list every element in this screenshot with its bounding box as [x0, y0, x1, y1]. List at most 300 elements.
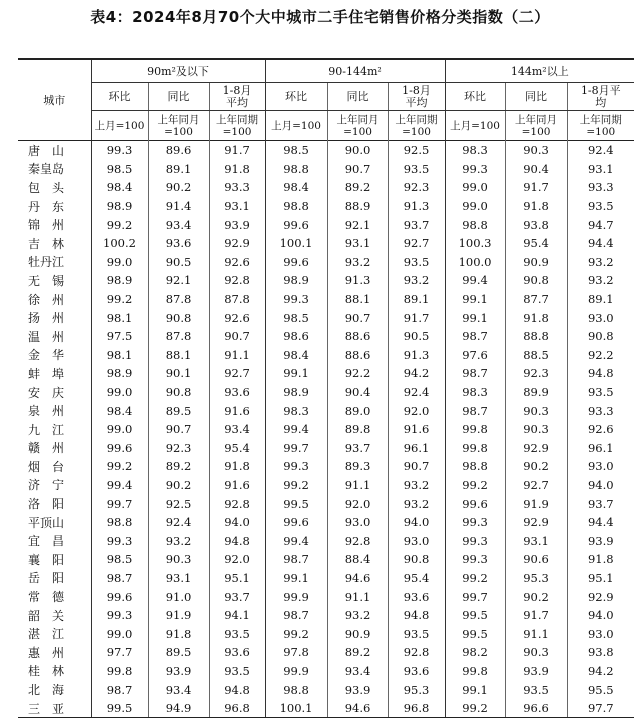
value-cell: 90.1 [148, 364, 209, 383]
value-cell: 94.0 [388, 513, 445, 532]
value-cell: 98.4 [91, 178, 148, 197]
value-cell: 90.8 [388, 550, 445, 569]
value-cell: 90.7 [388, 457, 445, 476]
value-cell: 89.2 [148, 457, 209, 476]
value-cell: 93.4 [209, 420, 265, 439]
value-cell: 93.2 [388, 494, 445, 513]
value-cell: 92.2 [327, 364, 388, 383]
value-cell: 99.5 [445, 606, 505, 625]
value-cell: 99.0 [445, 197, 505, 216]
value-cell: 91.8 [567, 550, 634, 569]
value-cell: 93.5 [388, 160, 445, 179]
value-cell: 99.4 [265, 420, 327, 439]
value-cell: 89.1 [567, 290, 634, 309]
value-cell: 90.7 [327, 308, 388, 327]
value-cell: 99.1 [445, 290, 505, 309]
value-cell: 92.6 [567, 420, 634, 439]
value-cell: 93.9 [148, 662, 209, 681]
value-cell: 94.2 [567, 662, 634, 681]
value-cell: 87.8 [148, 290, 209, 309]
value-cell: 92.8 [209, 271, 265, 290]
value-cell: 95.5 [567, 680, 634, 699]
value-cell: 100.3 [445, 234, 505, 253]
value-cell: 91.8 [209, 160, 265, 179]
value-cell: 92.4 [148, 513, 209, 532]
city-cell: 安 庆 [28, 385, 65, 400]
value-cell: 93.0 [567, 457, 634, 476]
value-cell: 99.2 [91, 215, 148, 234]
city-cell: 秦皇岛 [28, 162, 65, 177]
value-cell: 99.7 [91, 494, 148, 513]
value-cell: 99.0 [91, 624, 148, 643]
value-cell: 99.0 [91, 420, 148, 439]
value-cell: 98.7 [445, 327, 505, 346]
table-row [18, 327, 634, 346]
value-cell: 89.2 [327, 178, 388, 197]
value-cell: 93.1 [148, 569, 209, 588]
table-row [18, 253, 634, 272]
value-cell: 99.3 [265, 290, 327, 309]
value-cell: 95.4 [388, 569, 445, 588]
value-cell: 88.6 [327, 327, 388, 346]
value-cell: 92.6 [209, 308, 265, 327]
value-cell: 99.0 [91, 253, 148, 272]
value-cell: 91.1 [327, 476, 388, 495]
value-cell: 94.9 [148, 699, 209, 718]
value-cell: 99.3 [445, 160, 505, 179]
city-cell: 蚌 埠 [28, 366, 65, 381]
value-cell: 98.7 [265, 606, 327, 625]
value-cell: 90.2 [148, 178, 209, 197]
table-row [18, 699, 634, 718]
value-cell: 93.2 [388, 476, 445, 495]
value-cell: 93.2 [567, 253, 634, 272]
value-cell: 94.4 [567, 513, 634, 532]
value-cell: 91.7 [505, 606, 567, 625]
value-cell: 93.6 [388, 587, 445, 606]
city-cell: 襄 阳 [28, 552, 65, 567]
value-cell: 90.3 [505, 643, 567, 662]
value-cell: 92.4 [388, 383, 445, 402]
value-cell: 93.1 [567, 160, 634, 179]
value-cell: 99.2 [445, 569, 505, 588]
value-cell: 93.4 [148, 680, 209, 699]
value-cell: 98.5 [265, 141, 327, 160]
value-cell: 99.3 [445, 550, 505, 569]
subcol-header: 同比 [327, 83, 388, 111]
subcol-base: 上年同期=100 [209, 111, 265, 141]
city-cell: 包 头 [28, 180, 65, 195]
value-cell: 90.8 [148, 383, 209, 402]
value-cell: 88.1 [327, 290, 388, 309]
value-cell: 91.3 [327, 271, 388, 290]
value-cell: 99.5 [445, 624, 505, 643]
value-cell: 90.3 [505, 141, 567, 160]
value-cell: 99.6 [91, 587, 148, 606]
value-cell: 92.1 [148, 271, 209, 290]
value-cell: 91.8 [209, 457, 265, 476]
value-cell: 94.2 [388, 364, 445, 383]
table-row [18, 401, 634, 420]
table-row [18, 531, 634, 550]
value-cell: 98.4 [265, 178, 327, 197]
value-cell: 91.3 [388, 197, 445, 216]
city-cell: 无 锡 [28, 273, 65, 288]
value-cell: 98.3 [445, 141, 505, 160]
value-cell: 99.6 [445, 494, 505, 513]
table-row [18, 476, 634, 495]
value-cell: 90.2 [505, 587, 567, 606]
value-cell: 89.1 [148, 160, 209, 179]
value-cell: 90.2 [505, 457, 567, 476]
table-row [18, 643, 634, 662]
city-cell: 泉 州 [28, 404, 65, 419]
value-cell: 99.1 [445, 308, 505, 327]
value-cell: 99.7 [445, 587, 505, 606]
value-cell: 92.8 [388, 643, 445, 662]
value-cell: 90.8 [505, 271, 567, 290]
value-cell: 100.1 [265, 699, 327, 718]
subcol-base: 上年同月=100 [148, 111, 209, 141]
value-cell: 99.4 [265, 531, 327, 550]
value-cell: 99.4 [91, 476, 148, 495]
subcol-base: 上月=100 [445, 111, 505, 141]
subcol-base: 上年同月=100 [327, 111, 388, 141]
city-cell: 赣 州 [28, 441, 65, 456]
value-cell: 91.6 [388, 420, 445, 439]
subcol-header: 同比 [148, 83, 209, 111]
value-cell: 98.7 [445, 364, 505, 383]
value-cell: 96.8 [209, 699, 265, 718]
value-cell: 98.3 [265, 401, 327, 420]
value-cell: 89.6 [148, 141, 209, 160]
value-cell: 98.4 [91, 401, 148, 420]
value-cell: 93.2 [388, 271, 445, 290]
value-cell: 99.3 [445, 531, 505, 550]
value-cell: 99.0 [91, 383, 148, 402]
value-cell: 98.1 [91, 346, 148, 365]
table-row [18, 662, 634, 681]
value-cell: 93.6 [209, 643, 265, 662]
value-cell: 92.1 [327, 215, 388, 234]
value-cell: 98.7 [91, 569, 148, 588]
value-cell: 90.4 [505, 160, 567, 179]
value-cell: 93.7 [327, 439, 388, 458]
value-cell: 90.0 [327, 141, 388, 160]
table-row [18, 550, 634, 569]
value-cell: 95.1 [209, 569, 265, 588]
value-cell: 90.3 [148, 550, 209, 569]
city-cell: 温 州 [28, 329, 65, 344]
value-cell: 98.6 [265, 327, 327, 346]
value-cell: 98.8 [265, 680, 327, 699]
value-cell: 89.1 [388, 290, 445, 309]
value-cell: 87.7 [505, 290, 567, 309]
table-row [18, 606, 634, 625]
value-cell: 98.7 [445, 401, 505, 420]
value-cell: 92.0 [388, 401, 445, 420]
value-cell: 98.5 [265, 308, 327, 327]
value-cell: 98.9 [91, 271, 148, 290]
value-cell: 88.9 [327, 197, 388, 216]
value-cell: 90.9 [505, 253, 567, 272]
value-cell: 92.7 [505, 476, 567, 495]
value-cell: 93.5 [388, 624, 445, 643]
value-cell: 93.5 [505, 680, 567, 699]
value-cell: 100.2 [91, 234, 148, 253]
value-cell: 93.2 [327, 606, 388, 625]
value-cell: 94.0 [567, 476, 634, 495]
value-cell: 93.2 [567, 271, 634, 290]
value-cell: 89.8 [327, 420, 388, 439]
subcol-header: 1-8月平均 [388, 83, 445, 111]
table-row [18, 290, 634, 309]
value-cell: 90.5 [148, 253, 209, 272]
value-cell: 99.8 [445, 662, 505, 681]
table-row [18, 420, 634, 439]
value-cell: 93.3 [567, 178, 634, 197]
city-cell: 平顶山 [28, 515, 65, 530]
value-cell: 93.9 [567, 531, 634, 550]
value-cell: 97.7 [567, 699, 634, 718]
city-cell: 吉 林 [28, 236, 65, 251]
value-cell: 94.6 [327, 699, 388, 718]
city-cell: 北 海 [28, 683, 65, 698]
table-row [18, 494, 634, 513]
value-cell: 93.8 [505, 215, 567, 234]
table-row [18, 178, 634, 197]
value-cell: 94.8 [388, 606, 445, 625]
table-row [18, 383, 634, 402]
subcol-base: 上年同月=100 [505, 111, 567, 141]
value-cell: 87.8 [148, 327, 209, 346]
value-cell: 92.7 [209, 364, 265, 383]
value-cell: 99.3 [265, 457, 327, 476]
value-cell: 98.1 [91, 308, 148, 327]
value-cell: 90.5 [388, 327, 445, 346]
value-cell: 91.6 [209, 401, 265, 420]
city-cell: 锦 州 [28, 218, 65, 233]
table-row [18, 364, 634, 383]
table-row [18, 513, 634, 532]
value-cell: 99.8 [445, 420, 505, 439]
city-cell: 牡丹江 [28, 255, 65, 270]
table-row [18, 457, 634, 476]
value-cell: 93.0 [567, 624, 634, 643]
value-cell: 92.4 [567, 141, 634, 160]
value-cell: 95.1 [567, 569, 634, 588]
value-cell: 93.1 [505, 531, 567, 550]
value-cell: 94.8 [209, 531, 265, 550]
value-cell: 93.5 [567, 383, 634, 402]
subcol-header: 1-8月平均 [209, 83, 265, 111]
subcol-header: 环比 [91, 83, 148, 111]
value-cell: 91.8 [148, 624, 209, 643]
value-cell: 99.5 [265, 494, 327, 513]
city-cell: 唐 山 [28, 143, 65, 158]
value-cell: 92.9 [505, 513, 567, 532]
value-cell: 92.3 [148, 439, 209, 458]
value-cell: 94.8 [209, 680, 265, 699]
value-cell: 92.9 [505, 439, 567, 458]
value-cell: 91.4 [148, 197, 209, 216]
subcol-header: 环比 [265, 83, 327, 111]
value-cell: 92.3 [388, 178, 445, 197]
value-cell: 98.9 [91, 364, 148, 383]
value-cell: 99.2 [265, 476, 327, 495]
subcol-header: 同比 [505, 83, 567, 111]
value-cell: 92.7 [388, 234, 445, 253]
city-cell: 宜 昌 [28, 534, 65, 549]
value-cell: 93.4 [148, 215, 209, 234]
value-cell: 99.5 [91, 699, 148, 718]
value-cell: 89.3 [327, 457, 388, 476]
value-cell: 96.8 [388, 699, 445, 718]
value-cell: 92.6 [209, 253, 265, 272]
value-cell: 90.7 [148, 420, 209, 439]
value-cell: 88.5 [505, 346, 567, 365]
value-cell: 96.6 [505, 699, 567, 718]
table-row [18, 439, 634, 458]
value-cell: 93.5 [209, 624, 265, 643]
value-cell: 94.0 [209, 513, 265, 532]
table-row [18, 308, 634, 327]
value-cell: 98.8 [265, 160, 327, 179]
value-cell: 92.9 [567, 587, 634, 606]
value-cell: 98.8 [265, 197, 327, 216]
table-row [18, 215, 634, 234]
value-cell: 91.7 [388, 308, 445, 327]
value-cell: 93.1 [209, 197, 265, 216]
table-row [18, 624, 634, 643]
table-row [18, 569, 634, 588]
value-cell: 93.5 [567, 197, 634, 216]
city-cell: 常 德 [28, 590, 65, 605]
value-cell: 99.2 [91, 457, 148, 476]
city-cell: 三 亚 [18, 699, 91, 718]
value-cell: 98.5 [91, 550, 148, 569]
value-cell: 93.8 [567, 643, 634, 662]
value-cell: 99.1 [265, 364, 327, 383]
subcol-header: 环比 [445, 83, 505, 111]
value-cell: 97.8 [265, 643, 327, 662]
value-cell: 92.0 [327, 494, 388, 513]
city-cell: 桂 林 [28, 664, 65, 679]
value-cell: 99.3 [91, 606, 148, 625]
value-cell: 94.8 [567, 364, 634, 383]
value-cell: 99.1 [265, 569, 327, 588]
value-cell: 94.4 [567, 234, 634, 253]
value-cell: 98.8 [445, 215, 505, 234]
value-cell: 99.6 [265, 513, 327, 532]
value-cell: 91.9 [505, 494, 567, 513]
table-title: 表4：2024年8月70个大中城市二手住宅销售价格分类指数（二） [90, 8, 550, 26]
value-cell: 95.4 [209, 439, 265, 458]
value-cell: 99.9 [265, 587, 327, 606]
value-cell: 92.5 [148, 494, 209, 513]
city-cell: 金 华 [28, 348, 65, 363]
value-cell: 94.7 [567, 215, 634, 234]
value-cell: 91.1 [505, 624, 567, 643]
value-cell: 97.7 [91, 643, 148, 662]
city-cell: 韶 关 [28, 608, 65, 623]
value-cell: 99.8 [445, 439, 505, 458]
group-header-large: 144m²以上 [445, 59, 634, 83]
value-cell: 91.7 [505, 178, 567, 197]
value-cell: 90.3 [505, 401, 567, 420]
value-cell: 90.9 [327, 624, 388, 643]
value-cell: 98.5 [91, 160, 148, 179]
table-row [18, 271, 634, 290]
value-cell: 93.5 [388, 253, 445, 272]
value-cell: 93.9 [327, 680, 388, 699]
price-index-table [18, 58, 634, 718]
city-header: 城市 [18, 59, 91, 141]
subcol-base: 上年同期=100 [567, 111, 634, 141]
value-cell: 93.3 [567, 401, 634, 420]
value-cell: 97.6 [445, 346, 505, 365]
table-row [18, 587, 634, 606]
value-cell: 91.3 [388, 346, 445, 365]
value-cell: 93.1 [327, 234, 388, 253]
value-cell: 93.9 [505, 662, 567, 681]
city-cell: 徐 州 [28, 292, 65, 307]
value-cell: 92.9 [209, 234, 265, 253]
value-cell: 91.7 [209, 141, 265, 160]
value-cell: 100.1 [265, 234, 327, 253]
value-cell: 99.8 [91, 662, 148, 681]
city-cell: 济 宁 [28, 478, 65, 493]
value-cell: 98.9 [265, 271, 327, 290]
value-cell: 90.6 [505, 550, 567, 569]
value-cell: 92.8 [327, 531, 388, 550]
value-cell: 89.5 [148, 643, 209, 662]
value-cell: 99.3 [91, 141, 148, 160]
value-cell: 94.6 [327, 569, 388, 588]
value-cell: 93.9 [209, 215, 265, 234]
value-cell: 99.0 [445, 178, 505, 197]
value-cell: 91.9 [148, 606, 209, 625]
value-cell: 99.3 [445, 513, 505, 532]
value-cell: 98.8 [91, 513, 148, 532]
table-row [18, 346, 634, 365]
city-cell: 洛 阳 [28, 497, 65, 512]
subcol-base: 上年同期=100 [388, 111, 445, 141]
value-cell: 91.1 [327, 587, 388, 606]
city-cell: 烟 台 [28, 459, 65, 474]
value-cell: 92.8 [209, 494, 265, 513]
value-cell: 93.4 [327, 662, 388, 681]
table-row [18, 234, 634, 253]
value-cell: 99.6 [265, 253, 327, 272]
value-cell: 89.5 [148, 401, 209, 420]
value-cell: 90.4 [327, 383, 388, 402]
value-cell: 88.6 [327, 346, 388, 365]
value-cell: 92.0 [209, 550, 265, 569]
value-cell: 93.3 [209, 178, 265, 197]
value-cell: 99.6 [265, 215, 327, 234]
city-cell: 湛 江 [28, 627, 65, 642]
table-row [18, 197, 634, 216]
value-cell: 98.9 [265, 383, 327, 402]
value-cell: 96.1 [567, 439, 634, 458]
value-cell: 89.9 [505, 383, 567, 402]
value-cell: 91.8 [505, 308, 567, 327]
value-cell: 88.4 [327, 550, 388, 569]
value-cell: 99.6 [91, 439, 148, 458]
subcol-header: 1-8月平均 [567, 83, 634, 111]
value-cell: 93.6 [209, 383, 265, 402]
